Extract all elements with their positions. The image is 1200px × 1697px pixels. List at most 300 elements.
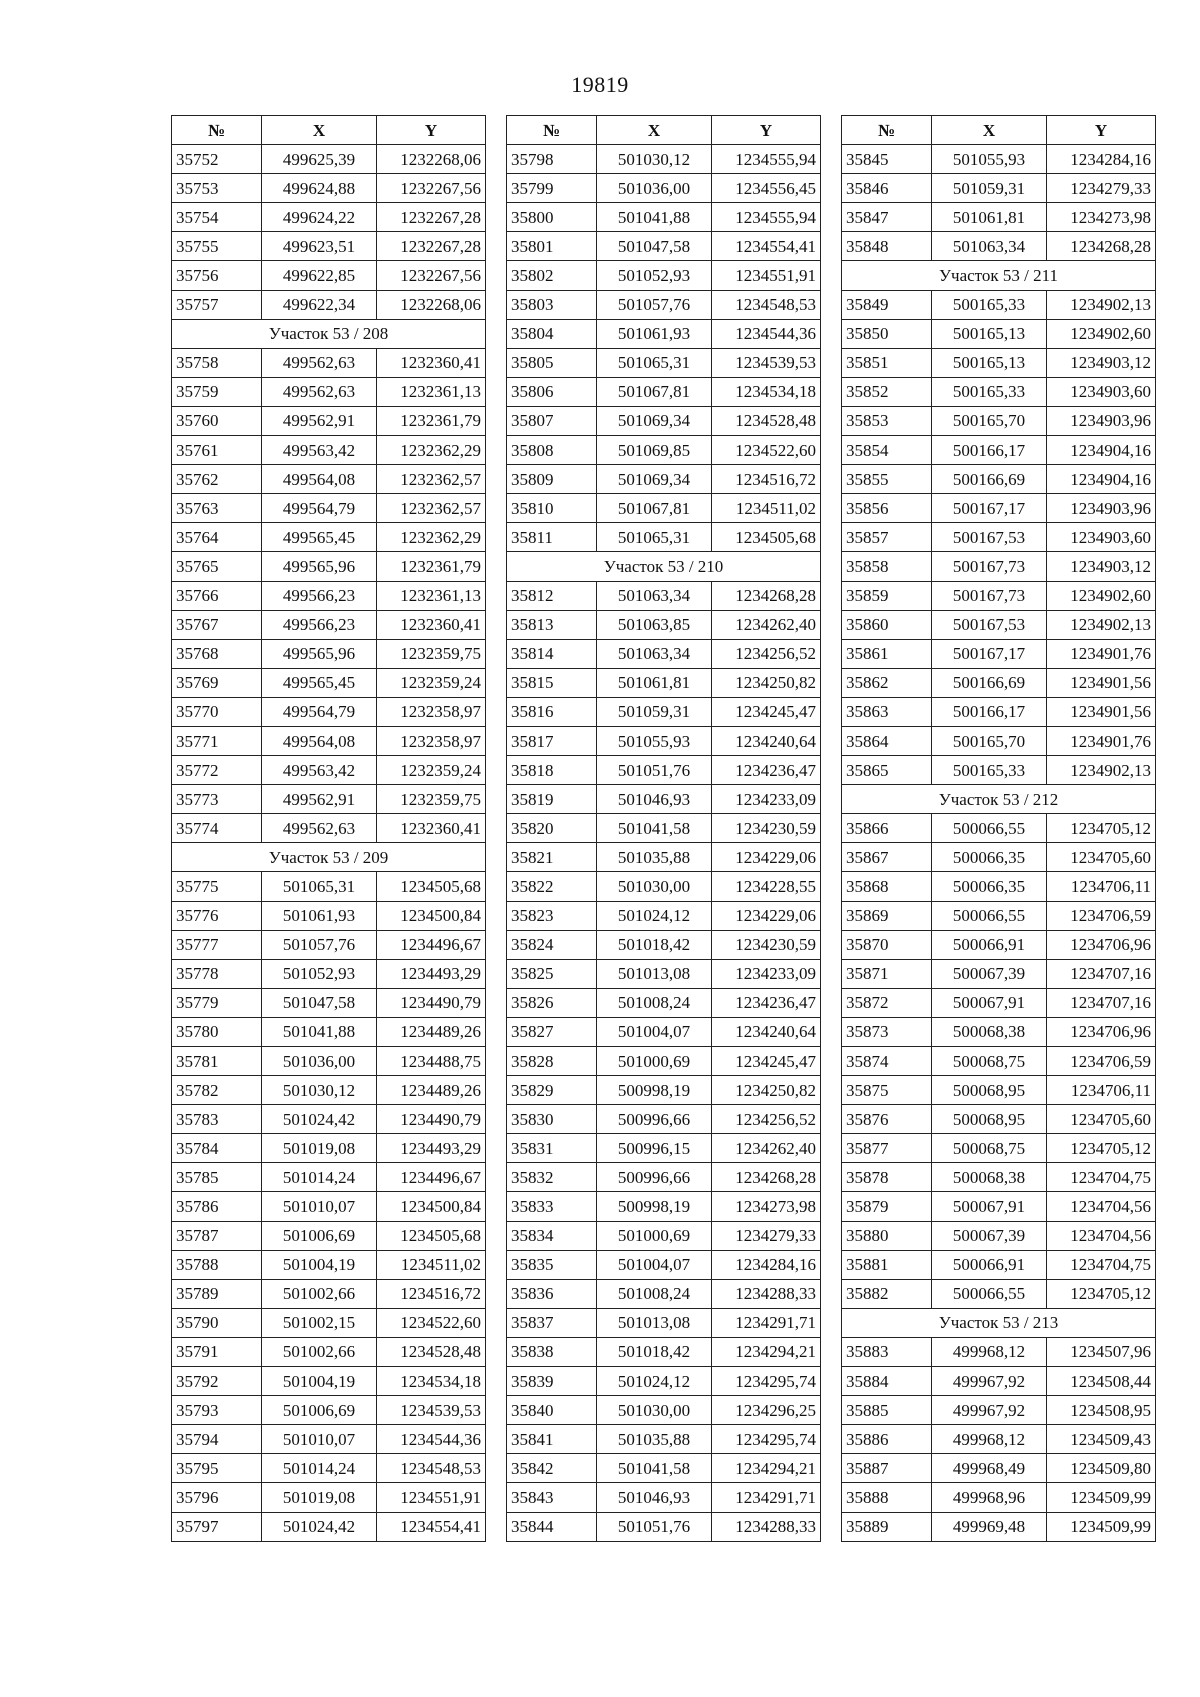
x-coordinate-cell: 499562,63 xyxy=(262,348,377,377)
x-coordinate-cell: 501030,12 xyxy=(597,145,712,174)
y-coordinate-cell: 1232362,29 xyxy=(377,436,486,465)
point-number-cell: 35754 xyxy=(172,203,262,232)
y-coordinate-cell: 1234256,52 xyxy=(712,639,821,668)
y-coordinate-cell: 1232362,57 xyxy=(377,494,486,523)
x-coordinate-cell: 500068,38 xyxy=(932,1163,1047,1192)
table-row xyxy=(172,232,486,261)
x-coordinate-cell: 499566,23 xyxy=(262,610,377,639)
table-row xyxy=(842,436,1156,465)
x-coordinate-cell: 500068,38 xyxy=(932,1017,1047,1046)
y-coordinate-cell: 1234295,74 xyxy=(712,1367,821,1396)
table-row xyxy=(507,814,821,843)
point-number-cell: 35772 xyxy=(172,756,262,785)
x-coordinate-cell: 500068,95 xyxy=(932,1076,1047,1105)
x-coordinate-cell: 499622,85 xyxy=(262,261,377,290)
y-coordinate-cell: 1234294,21 xyxy=(712,1337,821,1366)
table-row xyxy=(507,1483,821,1512)
point-number-cell: 35827 xyxy=(507,1017,597,1046)
y-coordinate-cell: 1234902,60 xyxy=(1047,319,1156,348)
y-coordinate-cell: 1234500,84 xyxy=(377,901,486,930)
y-coordinate-cell: 1234706,59 xyxy=(1047,901,1156,930)
y-coordinate-cell: 1234291,71 xyxy=(712,1308,821,1337)
point-number-cell: 35787 xyxy=(172,1221,262,1250)
x-coordinate-cell: 501063,34 xyxy=(597,581,712,610)
y-coordinate-cell: 1234233,09 xyxy=(712,959,821,988)
x-coordinate-cell: 501063,34 xyxy=(597,639,712,668)
table-row xyxy=(172,1454,486,1483)
table-row xyxy=(842,814,1156,843)
y-coordinate-cell: 1234507,96 xyxy=(1047,1337,1156,1366)
point-number-cell: 35871 xyxy=(842,959,932,988)
x-coordinate-cell: 499565,96 xyxy=(262,639,377,668)
x-coordinate-cell: 501051,76 xyxy=(597,756,712,785)
point-number-cell: 35849 xyxy=(842,290,932,319)
x-coordinate-cell: 501004,19 xyxy=(262,1367,377,1396)
table-row xyxy=(172,1308,486,1337)
y-coordinate-cell: 1234705,12 xyxy=(1047,1134,1156,1163)
point-number-cell: 35815 xyxy=(507,668,597,697)
x-coordinate-cell: 500066,55 xyxy=(932,901,1047,930)
table-row xyxy=(842,465,1156,494)
x-coordinate-cell: 501004,19 xyxy=(262,1250,377,1279)
y-coordinate-cell: 1234902,13 xyxy=(1047,290,1156,319)
table-row xyxy=(507,1047,821,1076)
point-number-cell: 35819 xyxy=(507,785,597,814)
table-row xyxy=(842,1367,1156,1396)
point-number-cell: 35872 xyxy=(842,988,932,1017)
x-coordinate-cell: 499564,08 xyxy=(262,465,377,494)
x-coordinate-cell: 499565,96 xyxy=(262,552,377,581)
x-coordinate-cell: 501065,31 xyxy=(597,523,712,552)
header-number: № xyxy=(172,116,262,145)
x-coordinate-cell: 499564,79 xyxy=(262,697,377,726)
y-coordinate-cell: 1234902,13 xyxy=(1047,756,1156,785)
x-coordinate-cell: 499563,42 xyxy=(262,756,377,785)
x-coordinate-cell: 499967,92 xyxy=(932,1367,1047,1396)
y-coordinate-cell: 1232267,28 xyxy=(377,232,486,261)
point-number-cell: 35877 xyxy=(842,1134,932,1163)
y-coordinate-cell: 1234262,40 xyxy=(712,1134,821,1163)
table-row xyxy=(172,1221,486,1250)
x-coordinate-cell: 499566,23 xyxy=(262,581,377,610)
point-number-cell: 35874 xyxy=(842,1047,932,1076)
point-number-cell: 35769 xyxy=(172,668,262,697)
x-coordinate-cell: 501002,15 xyxy=(262,1308,377,1337)
x-coordinate-cell: 500066,55 xyxy=(932,814,1047,843)
y-coordinate-cell: 1232360,41 xyxy=(377,814,486,843)
point-number-cell: 35839 xyxy=(507,1367,597,1396)
y-coordinate-cell: 1234509,99 xyxy=(1047,1483,1156,1512)
y-coordinate-cell: 1234229,06 xyxy=(712,901,821,930)
y-coordinate-cell: 1234704,56 xyxy=(1047,1192,1156,1221)
table-row xyxy=(842,610,1156,639)
point-number-cell: 35804 xyxy=(507,319,597,348)
table-row xyxy=(172,203,486,232)
point-number-cell: 35875 xyxy=(842,1076,932,1105)
y-coordinate-cell: 1234903,60 xyxy=(1047,523,1156,552)
table-row xyxy=(172,959,486,988)
table-row xyxy=(842,1105,1156,1134)
point-number-cell: 35757 xyxy=(172,290,262,319)
table-row xyxy=(172,377,486,406)
y-coordinate-cell: 1234240,64 xyxy=(712,726,821,755)
x-coordinate-cell: 501024,12 xyxy=(597,1367,712,1396)
point-number-cell: 35768 xyxy=(172,639,262,668)
point-number-cell: 35801 xyxy=(507,232,597,261)
table-row xyxy=(842,697,1156,726)
point-number-cell: 35880 xyxy=(842,1221,932,1250)
header-y: Y xyxy=(1047,116,1156,145)
x-coordinate-cell: 500167,53 xyxy=(932,610,1047,639)
point-number-cell: 35830 xyxy=(507,1105,597,1134)
x-coordinate-cell: 499622,34 xyxy=(262,290,377,319)
y-coordinate-cell: 1232267,56 xyxy=(377,174,486,203)
table-row xyxy=(507,523,821,552)
x-coordinate-cell: 500998,19 xyxy=(597,1192,712,1221)
y-coordinate-cell: 1234230,59 xyxy=(712,814,821,843)
y-coordinate-cell: 1234704,75 xyxy=(1047,1250,1156,1279)
table-row xyxy=(172,872,486,901)
table-row xyxy=(507,1250,821,1279)
point-number-cell: 35791 xyxy=(172,1337,262,1366)
y-coordinate-cell: 1232268,06 xyxy=(377,145,486,174)
point-number-cell: 35790 xyxy=(172,1308,262,1337)
table-row xyxy=(507,872,821,901)
table-row xyxy=(507,1337,821,1366)
point-number-cell: 35822 xyxy=(507,872,597,901)
x-coordinate-cell: 499564,08 xyxy=(262,726,377,755)
table-row xyxy=(507,145,821,174)
x-coordinate-cell: 500067,91 xyxy=(932,1192,1047,1221)
point-number-cell: 35869 xyxy=(842,901,932,930)
x-coordinate-cell: 500067,91 xyxy=(932,988,1047,1017)
x-coordinate-cell: 499968,49 xyxy=(932,1454,1047,1483)
table-row xyxy=(172,581,486,610)
table-row xyxy=(172,1337,486,1366)
y-coordinate-cell: 1234534,18 xyxy=(377,1367,486,1396)
y-coordinate-cell: 1234903,96 xyxy=(1047,494,1156,523)
x-coordinate-cell: 501041,58 xyxy=(597,1454,712,1483)
y-coordinate-cell: 1234556,45 xyxy=(712,174,821,203)
point-number-cell: 35784 xyxy=(172,1134,262,1163)
table-row xyxy=(507,1454,821,1483)
x-coordinate-cell: 499968,96 xyxy=(932,1483,1047,1512)
point-number-cell: 35843 xyxy=(507,1483,597,1512)
x-coordinate-cell: 501024,42 xyxy=(262,1512,377,1541)
table-row xyxy=(507,610,821,639)
table-row xyxy=(842,1483,1156,1512)
point-number-cell: 35836 xyxy=(507,1279,597,1308)
table-row xyxy=(172,523,486,552)
point-number-cell: 35755 xyxy=(172,232,262,261)
x-coordinate-cell: 500066,35 xyxy=(932,843,1047,872)
point-number-cell: 35795 xyxy=(172,1454,262,1483)
y-coordinate-cell: 1234295,74 xyxy=(712,1425,821,1454)
y-coordinate-cell: 1234273,98 xyxy=(1047,203,1156,232)
point-number-cell: 35793 xyxy=(172,1396,262,1425)
x-coordinate-cell: 500067,39 xyxy=(932,959,1047,988)
x-coordinate-cell: 501002,66 xyxy=(262,1337,377,1366)
y-coordinate-cell: 1234516,72 xyxy=(712,465,821,494)
x-coordinate-cell: 501035,88 xyxy=(597,843,712,872)
table-row xyxy=(842,843,1156,872)
x-coordinate-cell: 501055,93 xyxy=(932,145,1047,174)
point-number-cell: 35841 xyxy=(507,1425,597,1454)
y-coordinate-cell: 1232359,75 xyxy=(377,639,486,668)
table-row xyxy=(172,1367,486,1396)
header-number: № xyxy=(507,116,597,145)
point-number-cell: 35812 xyxy=(507,581,597,610)
table-row xyxy=(507,1192,821,1221)
y-coordinate-cell: 1234706,96 xyxy=(1047,1017,1156,1046)
plot-header-row xyxy=(507,552,821,581)
y-coordinate-cell: 1234706,96 xyxy=(1047,930,1156,959)
point-number-cell: 35845 xyxy=(842,145,932,174)
y-coordinate-cell: 1234236,47 xyxy=(712,988,821,1017)
y-coordinate-cell: 1234554,41 xyxy=(712,232,821,261)
y-coordinate-cell: 1232360,41 xyxy=(377,348,486,377)
y-coordinate-cell: 1234548,53 xyxy=(712,290,821,319)
x-coordinate-cell: 501067,81 xyxy=(597,494,712,523)
y-coordinate-cell: 1234705,12 xyxy=(1047,1279,1156,1308)
point-number-cell: 35856 xyxy=(842,494,932,523)
table-row xyxy=(172,1047,486,1076)
table-row xyxy=(507,668,821,697)
y-coordinate-cell: 1234279,33 xyxy=(1047,174,1156,203)
point-number-cell: 35803 xyxy=(507,290,597,319)
table-row xyxy=(172,668,486,697)
x-coordinate-cell: 501030,00 xyxy=(597,872,712,901)
point-number-cell: 35860 xyxy=(842,610,932,639)
y-coordinate-cell: 1234250,82 xyxy=(712,668,821,697)
point-number-cell: 35865 xyxy=(842,756,932,785)
table-row xyxy=(507,319,821,348)
point-number-cell: 35806 xyxy=(507,377,597,406)
point-number-cell: 35870 xyxy=(842,930,932,959)
table-row xyxy=(507,1308,821,1337)
point-number-cell: 35760 xyxy=(172,406,262,435)
table-row xyxy=(507,494,821,523)
point-number-cell: 35763 xyxy=(172,494,262,523)
x-coordinate-cell: 501069,34 xyxy=(597,465,712,494)
table-row xyxy=(507,1512,821,1541)
point-number-cell: 35817 xyxy=(507,726,597,755)
point-number-cell: 35867 xyxy=(842,843,932,872)
table-row xyxy=(842,1134,1156,1163)
y-coordinate-cell: 1232359,24 xyxy=(377,756,486,785)
y-coordinate-cell: 1234288,33 xyxy=(712,1512,821,1541)
plot-header-row xyxy=(172,319,486,348)
y-coordinate-cell: 1234539,53 xyxy=(377,1396,486,1425)
table-row xyxy=(842,1192,1156,1221)
table-row xyxy=(842,1512,1156,1541)
y-coordinate-cell: 1234704,56 xyxy=(1047,1221,1156,1250)
y-coordinate-cell: 1234901,56 xyxy=(1047,697,1156,726)
point-number-cell: 35826 xyxy=(507,988,597,1017)
x-coordinate-cell: 500166,69 xyxy=(932,668,1047,697)
page-number: 19819 xyxy=(571,72,629,97)
y-coordinate-cell: 1234250,82 xyxy=(712,1076,821,1105)
point-number-cell: 35861 xyxy=(842,639,932,668)
y-coordinate-cell: 1234240,64 xyxy=(712,1017,821,1046)
table-row xyxy=(172,1192,486,1221)
point-number-cell: 35851 xyxy=(842,348,932,377)
point-number-cell: 35792 xyxy=(172,1367,262,1396)
x-coordinate-cell: 501063,34 xyxy=(932,232,1047,261)
plot-label: Участок 53 / 213 xyxy=(842,1308,1156,1337)
y-coordinate-cell: 1232358,97 xyxy=(377,726,486,755)
point-number-cell: 35884 xyxy=(842,1367,932,1396)
point-number-cell: 35762 xyxy=(172,465,262,494)
y-coordinate-cell: 1234489,26 xyxy=(377,1076,486,1105)
y-coordinate-cell: 1234236,47 xyxy=(712,756,821,785)
x-coordinate-cell: 500167,73 xyxy=(932,581,1047,610)
table-row xyxy=(507,988,821,1017)
y-coordinate-cell: 1232361,79 xyxy=(377,552,486,581)
table-row xyxy=(842,1454,1156,1483)
coordinate-table-right xyxy=(841,115,1156,1542)
table-row xyxy=(172,988,486,1017)
x-coordinate-cell: 501013,08 xyxy=(597,1308,712,1337)
table-row xyxy=(507,959,821,988)
y-coordinate-cell: 1234901,76 xyxy=(1047,726,1156,755)
point-number-cell: 35771 xyxy=(172,726,262,755)
point-number-cell: 35766 xyxy=(172,581,262,610)
table-row xyxy=(842,1221,1156,1250)
x-coordinate-cell: 501052,93 xyxy=(262,959,377,988)
point-number-cell: 35794 xyxy=(172,1425,262,1454)
x-coordinate-cell: 501052,93 xyxy=(597,261,712,290)
table-row xyxy=(507,1105,821,1134)
point-number-cell: 35859 xyxy=(842,581,932,610)
table-row xyxy=(172,1512,486,1541)
point-number-cell: 35775 xyxy=(172,872,262,901)
point-number-cell: 35782 xyxy=(172,1076,262,1105)
table-row xyxy=(842,1017,1156,1046)
y-coordinate-cell: 1234903,60 xyxy=(1047,377,1156,406)
y-coordinate-cell: 1234534,18 xyxy=(712,377,821,406)
y-coordinate-cell: 1234505,68 xyxy=(712,523,821,552)
y-coordinate-cell: 1234551,91 xyxy=(377,1483,486,1512)
y-coordinate-cell: 1234548,53 xyxy=(377,1454,486,1483)
table-row xyxy=(172,756,486,785)
y-coordinate-cell: 1234493,29 xyxy=(377,1134,486,1163)
table-row xyxy=(842,494,1156,523)
table-row xyxy=(172,1163,486,1192)
table-row xyxy=(507,232,821,261)
x-coordinate-cell: 499562,63 xyxy=(262,377,377,406)
point-number-cell: 35844 xyxy=(507,1512,597,1541)
y-coordinate-cell: 1234230,59 xyxy=(712,930,821,959)
table-row xyxy=(507,1396,821,1425)
table-row xyxy=(172,1017,486,1046)
x-coordinate-cell: 501004,07 xyxy=(597,1017,712,1046)
point-number-cell: 35805 xyxy=(507,348,597,377)
point-number-cell: 35825 xyxy=(507,959,597,988)
x-coordinate-cell: 501061,93 xyxy=(597,319,712,348)
y-coordinate-cell: 1234279,33 xyxy=(712,1221,821,1250)
table-row xyxy=(842,552,1156,581)
table-row xyxy=(842,290,1156,319)
x-coordinate-cell: 501069,85 xyxy=(597,436,712,465)
coordinate-table-middle xyxy=(506,115,821,1542)
table-row xyxy=(172,290,486,319)
y-coordinate-cell: 1234904,16 xyxy=(1047,465,1156,494)
y-coordinate-cell: 1234705,12 xyxy=(1047,814,1156,843)
table-row xyxy=(507,406,821,435)
point-number-cell: 35863 xyxy=(842,697,932,726)
x-coordinate-cell: 499563,42 xyxy=(262,436,377,465)
point-number-cell: 35840 xyxy=(507,1396,597,1425)
y-coordinate-cell: 1234511,02 xyxy=(377,1250,486,1279)
table-row xyxy=(842,203,1156,232)
y-coordinate-cell: 1234516,72 xyxy=(377,1279,486,1308)
point-number-cell: 35788 xyxy=(172,1250,262,1279)
x-coordinate-cell: 500167,17 xyxy=(932,494,1047,523)
point-number-cell: 35756 xyxy=(172,261,262,290)
point-number-cell: 35797 xyxy=(172,1512,262,1541)
x-coordinate-cell: 501024,42 xyxy=(262,1105,377,1134)
table-body xyxy=(507,145,821,1542)
table-row xyxy=(842,1047,1156,1076)
y-coordinate-cell: 1234522,60 xyxy=(377,1308,486,1337)
x-coordinate-cell: 499623,51 xyxy=(262,232,377,261)
y-coordinate-cell: 1234903,12 xyxy=(1047,348,1156,377)
table-row xyxy=(842,901,1156,930)
point-number-cell: 35798 xyxy=(507,145,597,174)
table-row xyxy=(507,174,821,203)
y-coordinate-cell: 1234500,84 xyxy=(377,1192,486,1221)
x-coordinate-cell: 501055,93 xyxy=(597,726,712,755)
table-row xyxy=(172,901,486,930)
x-coordinate-cell: 500998,19 xyxy=(597,1076,712,1105)
y-coordinate-cell: 1234705,60 xyxy=(1047,1105,1156,1134)
point-number-cell: 35887 xyxy=(842,1454,932,1483)
table-row xyxy=(507,1279,821,1308)
table-row xyxy=(507,290,821,319)
x-coordinate-cell: 501047,58 xyxy=(262,988,377,1017)
point-number-cell: 35853 xyxy=(842,406,932,435)
x-coordinate-cell: 500996,15 xyxy=(597,1134,712,1163)
point-number-cell: 35781 xyxy=(172,1047,262,1076)
plot-label: Участок 53 / 210 xyxy=(507,552,821,581)
y-coordinate-cell: 1234256,52 xyxy=(712,1105,821,1134)
x-coordinate-cell: 500165,33 xyxy=(932,377,1047,406)
y-coordinate-cell: 1234268,28 xyxy=(712,581,821,610)
y-coordinate-cell: 1232362,57 xyxy=(377,465,486,494)
table-row xyxy=(172,261,486,290)
table-row xyxy=(842,1425,1156,1454)
x-coordinate-cell: 500165,33 xyxy=(932,756,1047,785)
x-coordinate-cell: 499968,12 xyxy=(932,1337,1047,1366)
point-number-cell: 35823 xyxy=(507,901,597,930)
y-coordinate-cell: 1234296,25 xyxy=(712,1396,821,1425)
point-number-cell: 35779 xyxy=(172,988,262,1017)
table-row xyxy=(842,756,1156,785)
table-header-row xyxy=(172,116,486,145)
point-number-cell: 35818 xyxy=(507,756,597,785)
x-coordinate-cell: 500068,75 xyxy=(932,1134,1047,1163)
point-number-cell: 35752 xyxy=(172,145,262,174)
x-coordinate-cell: 500167,53 xyxy=(932,523,1047,552)
point-number-cell: 35876 xyxy=(842,1105,932,1134)
x-coordinate-cell: 500165,13 xyxy=(932,348,1047,377)
point-number-cell: 35783 xyxy=(172,1105,262,1134)
x-coordinate-cell: 500167,73 xyxy=(932,552,1047,581)
y-coordinate-cell: 1234493,29 xyxy=(377,959,486,988)
point-number-cell: 35799 xyxy=(507,174,597,203)
table-header-row xyxy=(507,116,821,145)
